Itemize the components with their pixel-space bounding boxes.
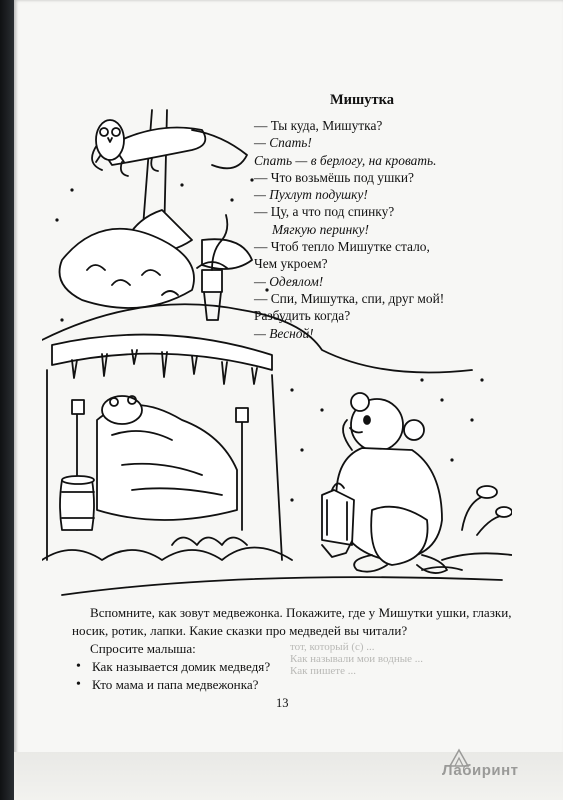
owl-icon — [96, 120, 124, 162]
question-list — [72, 658, 522, 694]
poem-title: Мишутка — [330, 92, 395, 108]
bleed-line: Как называли мои водные ... — [290, 653, 423, 665]
bear-cub-icon — [336, 393, 447, 573]
poem-line: — Что возьмёшь под ушки? — [254, 169, 414, 185]
poem-line: — Спать! — [254, 135, 312, 151]
poem-line: Чем укроем? — [254, 256, 328, 272]
poem-text — [254, 117, 494, 342]
poem-line: — Спи, Мишутка, спи, друг мой! — [254, 290, 445, 306]
watermark: Лабиринт — [442, 762, 519, 779]
list-item: • Кто мама и папа медвежонка? — [72, 676, 522, 694]
poem-line: — Одеялом! — [254, 273, 324, 289]
instructions — [72, 604, 522, 694]
bleed-line: Как пишете ... — [290, 665, 356, 677]
poem-line: Спать — в берлогу, на кровать. — [254, 152, 437, 168]
list-item: • Как называется домик медведя? — [72, 658, 522, 676]
snowy-shrub-icon — [442, 486, 512, 560]
poem-line: — Чтоб тепло Мишутке стало, — [254, 239, 430, 255]
bed-with-sleeping-bear — [72, 396, 248, 530]
snowy-tree-icon — [60, 110, 253, 308]
poem-line: Мягкую перинку! — [272, 221, 369, 237]
poem-line: — Весной! — [254, 325, 314, 341]
page-number: 13 — [276, 696, 289, 710]
poem-line: — Пухлут подушку! — [254, 187, 368, 203]
barrel-icon — [60, 476, 94, 530]
poem-line: — Цу, а что под спинку? — [254, 204, 395, 220]
scanner-edge — [0, 0, 14, 800]
poem-line: Разбудить когда? — [254, 308, 351, 324]
poem-line: — Ты куда, Мишутка? — [254, 118, 383, 133]
instructions-paragraph: Вспомните, как зовут медвежонка. Покажите, где у Мишутки ушки, глазки, носик, ротик, лапки. Какие сказки про медведей вы читали? — [72, 605, 512, 638]
bleed-line: тот, который (с) ... — [290, 641, 375, 653]
ask-label: Спросите малыша: — [90, 641, 196, 656]
